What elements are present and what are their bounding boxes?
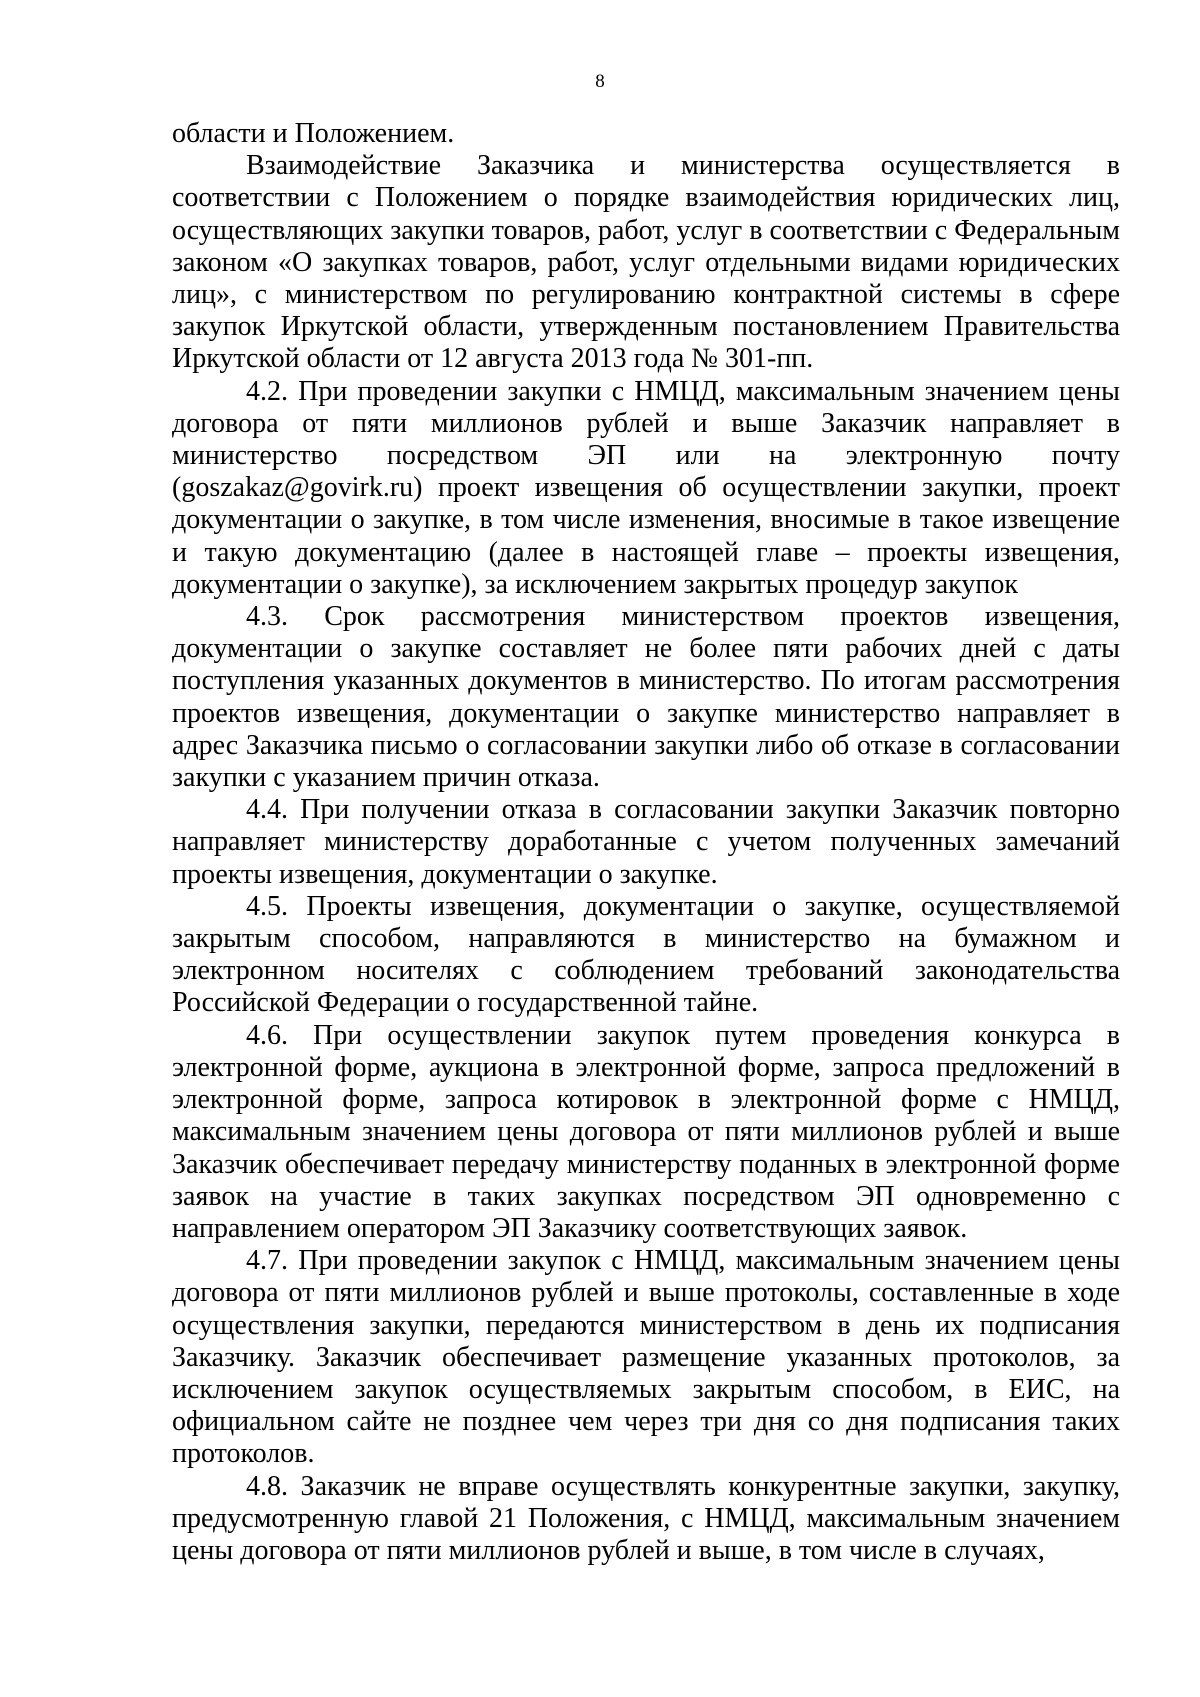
paragraph-4-5: 4.5. Проекты извещения, документации о закупке, осуществляемой закрытым способом, направляются в министерство на бумажном и электронном носителях с соблюдением требований законодательства Российской Федерации о государственной тайне.	[172, 890, 1120, 1019]
paragraph-4-2: 4.2. При проведении закупки с НМЦД, максимальным значением цены договора от пяти миллионов рублей и выше Заказчик направляет в министерство посредством ЭП или на электронную почту (goszakaz@govirk.ru) проект извещения об осуществлении закупки, проект документации о закупке, в том числе изменения, вносимые в такое извещение и такую документацию (далее в настоящей главе – проекты извещения, документации о закупке), за исключением закрытых процедур закупок	[172, 375, 1120, 600]
paragraph-continuation: области и Положением.	[172, 118, 455, 149]
paragraph-4-6: 4.6. При осуществлении закупок путем проведения конкурса в электронной форме, аукциона в электронной форме, запроса предложений в электронной форме, запроса котировок в электронной форме с НМЦД, максимальным значением цены договора от пяти миллионов рублей и выше Заказчик обеспечивает передачу министерству поданных в электронной форме заявок на участие в таких закупках посредством ЭП одновременно с направлением оператором ЭП Заказчику соответствующих заявок.	[172, 1019, 1120, 1244]
paragraph-4-4: 4.4. При получении отказа в согласовании закупки Заказчик повторно направляет министерству доработанные с учетом полученных замечаний проекты извещения, документации о закупке.	[172, 794, 1120, 890]
paragraph-4-3: 4.3. Срок рассмотрения министерством проектов извещения, документации о закупке составляет не более пяти рабочих дней с даты поступления указанных документов в министерство. По итогам рассмотрения проектов извещения, документации о закупке министерство направляет в адрес Заказчика письмо о согласовании закупки либо об отказе в согласовании закупки с указанием причин отказа.	[172, 601, 1120, 794]
paragraph-4-7: 4.7. При проведении закупок с НМЦД, максимальным значением цены договора от пяти миллионов рублей и выше протоколы, составленные в ходе осуществления закупки, передаются министерством в день их подписания Заказчику. Заказчик обеспечивает размещение указанных протоколов, за исключением закупок осуществляемых закрытым способом, в ЕИС, на официальном сайте не позднее чем через три дня со дня подписания таких протоколов.	[172, 1245, 1120, 1470]
paragraph-4-8: 4.8. Заказчик не вправе осуществлять конкурентные закупки, закупку, предусмотренную главой 21 Положения, с НМЦД, максимальным значением цены договора от пяти миллионов рублей и выше, в том числе в случаях,	[172, 1470, 1120, 1566]
document-body	[172, 118, 1120, 1567]
paragraph-interaction: Взаимодействие Заказчика и министерства осуществляется в соответствии с Положением о порядке взаимодействия юридических лиц, осуществляющих закупки товаров, работ, услуг в соответствии с Федеральным законом «О закупках товаров, работ, услуг отдельными видами юридических лиц», с министерством по регулированию контрактной системы в сфере закупок Иркутской области, утвержденным постановлением Правительства Иркутской области от 12 августа 2013 года № 301-пп.	[172, 150, 1120, 375]
page-number: 8	[595, 71, 605, 92]
